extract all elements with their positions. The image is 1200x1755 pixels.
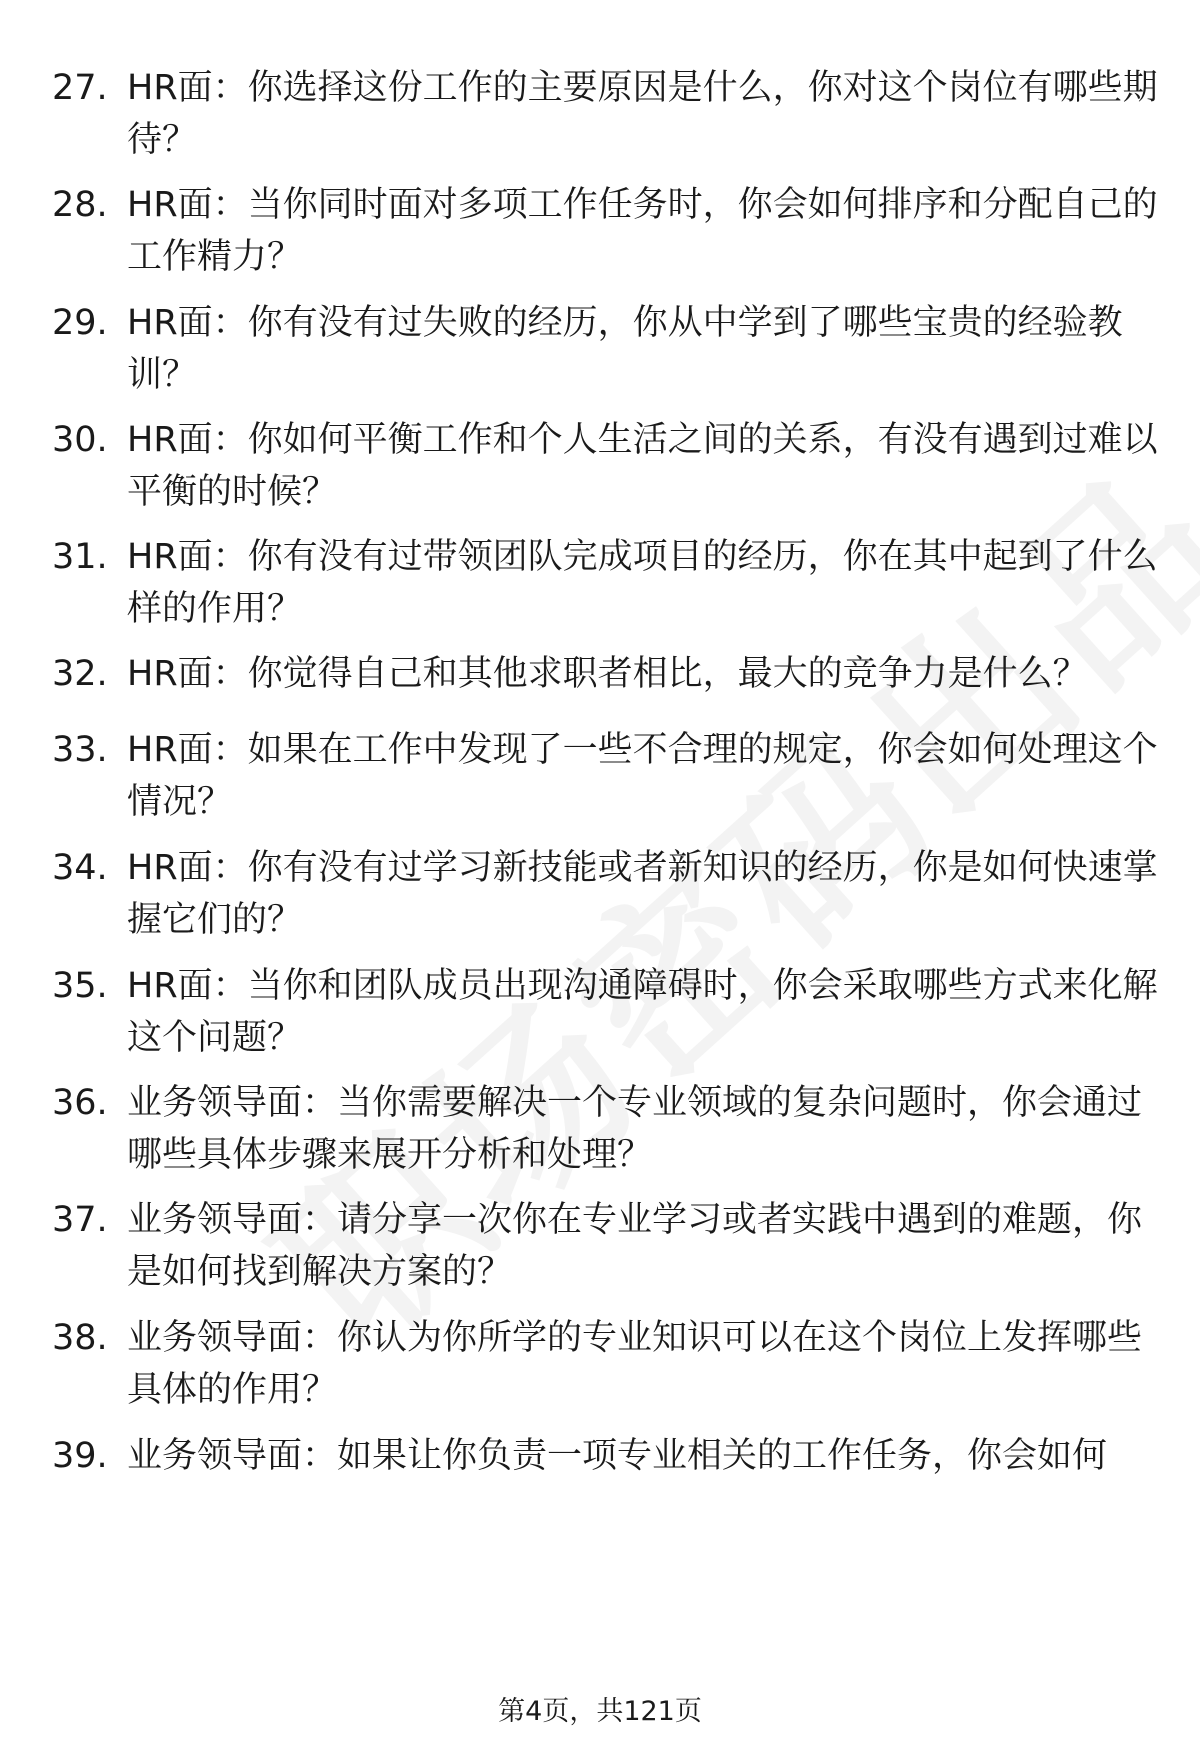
question-number: 27. — [52, 68, 108, 108]
question-number: 31. — [52, 537, 108, 577]
question-text: 业务领导面：如果让你负责一项专业相关的工作任务，你会如何 — [127, 1436, 1108, 1476]
question-text: HR面：你觉得自己和其他求职者相比，最大的竞争力是什么？ — [127, 654, 1088, 694]
question-number: 33. — [52, 730, 108, 770]
question-number: 32. — [52, 654, 108, 694]
question-number: 28. — [52, 185, 108, 225]
question-number: 35. — [52, 966, 108, 1006]
question-text: HR面：你选择这份工作的主要原因是什么，你对这个岗位有哪些期待？ — [127, 68, 1158, 160]
question-text: HR面：如果在工作中发现了一些不合理的规定，你会如何处理这个情况？ — [127, 730, 1158, 822]
question-number: 29. — [52, 303, 108, 343]
question-text: HR面：你有没有过失败的经历，你从中学到了哪些宝贵的经验教训？ — [127, 303, 1123, 395]
question-text: HR面：你如何平衡工作和个人生活之间的关系，有没有遇到过难以平衡的时候？ — [127, 420, 1158, 512]
question-number: 37. — [52, 1200, 108, 1240]
question-number: 38. — [52, 1318, 108, 1358]
question-number: 30. — [52, 420, 108, 460]
question-text: 业务领导面：你认为你所学的专业知识可以在这个岗位上发挥哪些具体的作用？ — [127, 1318, 1143, 1410]
question-number: 34. — [52, 848, 108, 888]
question-text: HR面：当你和团队成员出现沟通障碍时，你会采取哪些方式来化解这个问题？ — [127, 966, 1158, 1058]
question-text: 业务领导面：请分享一次你在专业学习或者实践中遇到的难题，你是如何找到解决方案的？ — [127, 1200, 1143, 1292]
page-footer: 第4页，共121页 — [498, 1696, 702, 1727]
question-number: 36. — [52, 1083, 108, 1123]
question-text: HR面：你有没有过带领团队完成项目的经历，你在其中起到了什么样的作用？ — [127, 537, 1158, 629]
question-text: 业务领导面：当你需要解决一个专业领域的复杂问题时，你会通过哪些具体步骤来展开分析和处理？ — [127, 1083, 1143, 1175]
question-text: HR面：你有没有过学习新技能或者新知识的经历，你是如何快速掌握它们的？ — [127, 848, 1158, 940]
question-text: HR面：当你同时面对多项工作任务时，你会如何排序和分配自己的工作精力？ — [127, 185, 1158, 277]
question-number: 39. — [52, 1436, 108, 1476]
